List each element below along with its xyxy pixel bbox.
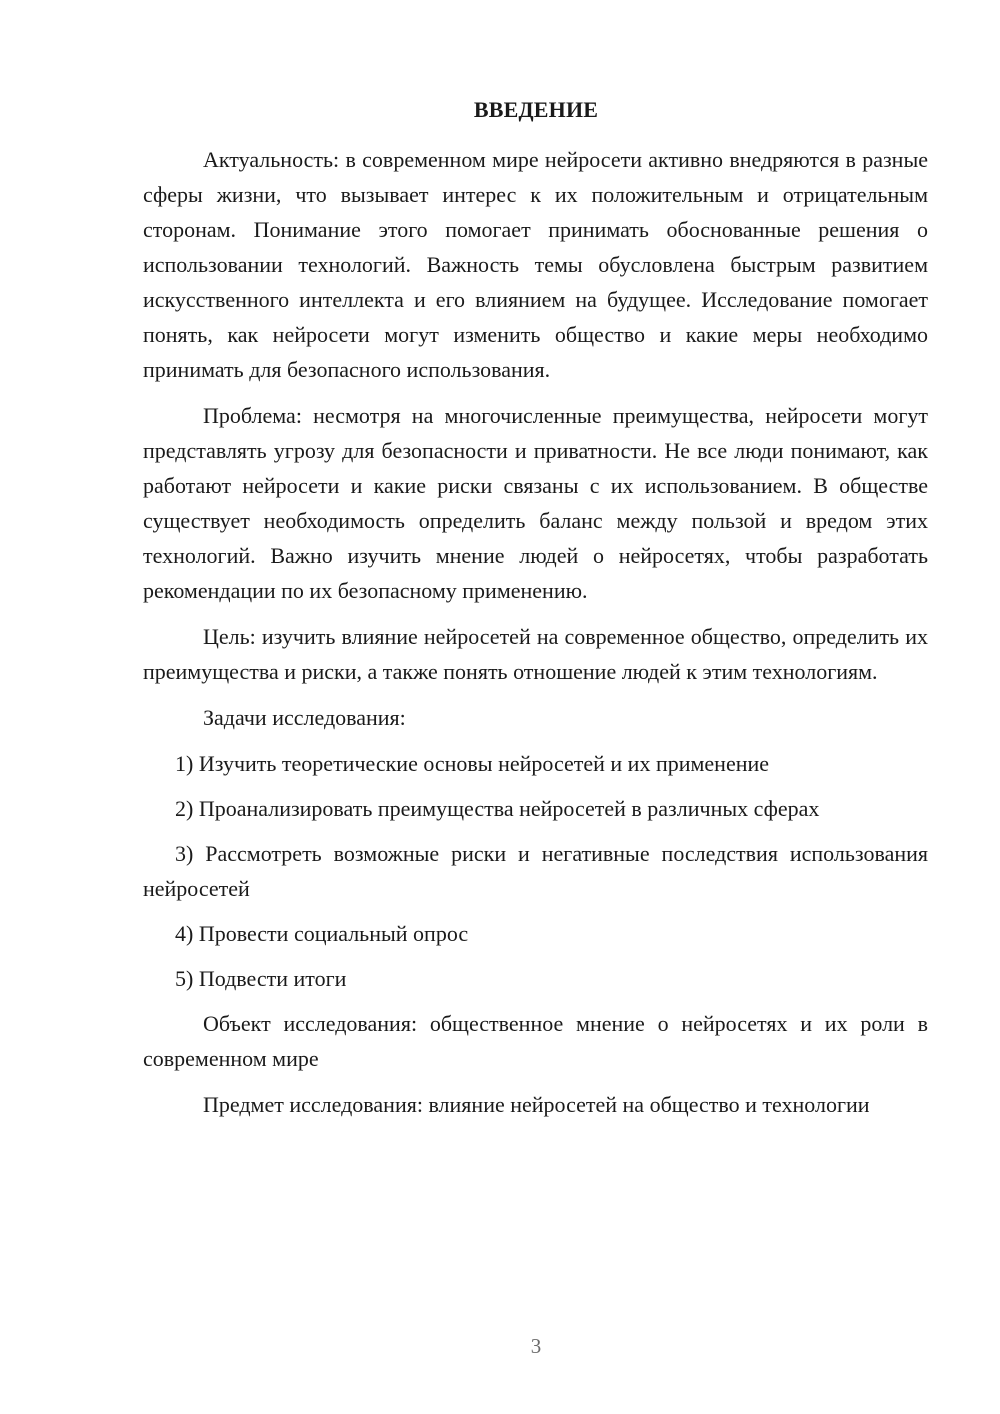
task-list xyxy=(143,746,928,996)
page-title: ВВЕДЕНИЕ xyxy=(473,97,599,122)
paragraph-relevance: Актуальность: в современном мире нейросети активно внедряются в разные сферы жизни, что вызывает интерес к их положительным и отрицательным сторонам. Понимание этого помогает принимать обоснованные решения о использовании технологий. Важность темы обусловлена быстрым развитием искусственного интеллекта и его влиянием на будущее. Исследование помогает понять, как нейросети могут изменить общество и какие меры необходимо принимать для безопасного использования. xyxy=(143,147,928,382)
page-number: 3 xyxy=(530,1334,542,1358)
paragraph-object: Объект исследования: общественное мнение о нейросетях и их роли в современном мире xyxy=(143,1011,928,1071)
task-item: 1) Изучить теоретические основы нейросетей и их применение xyxy=(175,751,770,776)
paragraph-problem: Проблема: несмотря на многочисленные преимущества, нейросети могут представлять угрозу для безопасности и приватности. Не все люди понимают, как работают нейросети и какие риски связаны с их использованием. В обществе существует необходимость определить баланс между пользой и вредом этих технологий. Важно изучить мнение людей о нейросетях, чтобы разработать рекомендации по их безопасному применению. xyxy=(143,403,928,603)
task-item: 4) Провести социальный опрос xyxy=(175,921,469,946)
task-item: 2) Проанализировать преимущества нейросетей в различных сферах xyxy=(175,796,820,821)
paragraph-subject: Предмет исследования: влияние нейросетей на общество и технологии xyxy=(203,1092,870,1117)
page-body xyxy=(143,142,928,1133)
task-item: 3) Рассмотреть возможные риски и негативные последствия использования нейросетей xyxy=(143,841,928,901)
tasks-heading: Задачи исследования: xyxy=(203,705,406,730)
paragraph-goal: Цель: изучить влияние нейросетей на современное общество, определить их преимущества и риски, а также понять отношение людей к этим технологиям. xyxy=(143,624,928,684)
task-item: 5) Подвести итоги xyxy=(175,966,347,991)
